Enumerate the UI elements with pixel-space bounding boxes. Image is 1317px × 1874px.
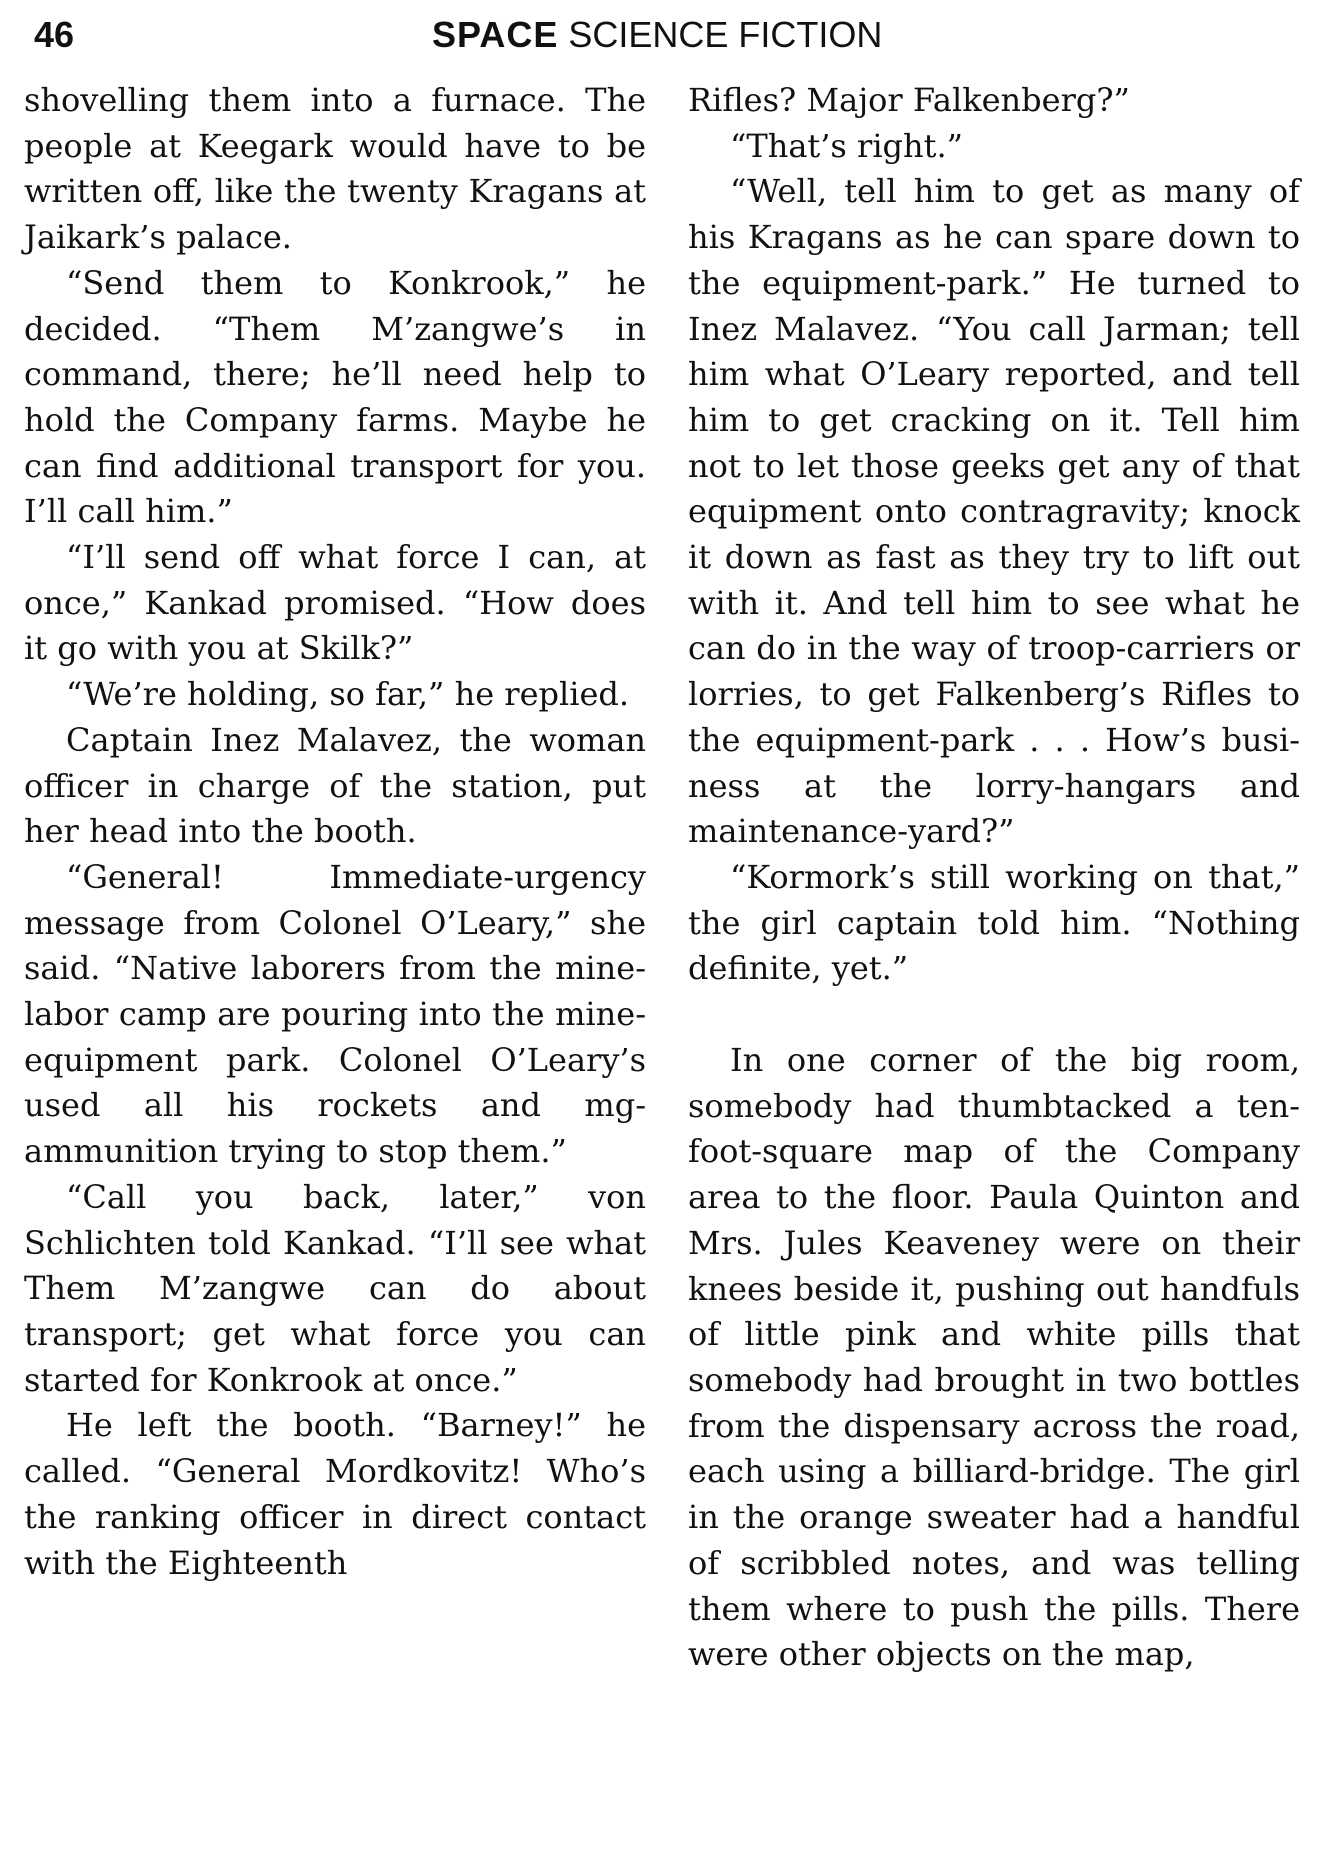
section-break [688,992,1300,1038]
running-header [0,14,1317,64]
paragraph: “Kormork’s still working on that,” the girl captain told him. “Nothing definite, yet.” [688,857,1300,988]
paragraph: “That’s right.” [730,126,964,165]
paragraph: shovelling them into a furnace. The people at Keegark would have to be written off, like the twenty Kragans at Jaikark’s palace. [24,81,646,257]
right-column [688,78,1300,1678]
paragraph: He left the booth. “Barney!” he called. “General Mordkovitz! Who’s the ranking officer in direct contact with the Eighteenth [24,1406,646,1582]
page-number: 46 [34,14,75,55]
paragraph: Rifles? Major Falkenberg?” [688,81,1130,119]
paragraph: “We’re holding, so far,” he replied. [66,675,630,714]
paragraph: “General! Immediate-urgency message from Colonel O’Leary,” she said. “Native laborers from the mine-labor camp are pouring into the mine-equipment park. Colonel O’Leary’s used all his rockets and mg-ammunition trying to stop them.” [24,857,646,1171]
left-column [24,78,646,1586]
paragraph: “Send them to Konkrook,” he decided. “Them M’zangwe’s in command, there; he’ll need help to hold the Company farms. Maybe he can find additional transport for you. I’ll call him.” [24,263,646,531]
paragraph: “I’ll send off what force I can, at once,” Kankad promised. “How does it go with you at Skilk?” [24,538,646,668]
magazine-title-rest: SCIENCE FICTION [568,14,883,55]
paragraph: Captain Inez Malavez, the woman officer in charge of the station, put her head into the booth. [24,720,646,851]
magazine-title-bold: SPACE [432,14,559,55]
paragraph: “Well, tell him to get as many of his Kragans as he can spare down to the equipment-park.” He turned to Inez Malavez. “You call Jarman; tell him what O’Leary reported, and tell him to get cracking on it. Tell him not to let those geeks get any of that equipment onto contragravity; knock it down as fast as they try to lift out with it. And tell him to see what he can do in the way of troop-carriers or lorries, to get Falkenberg’s Rifles to the equipment-park . . . How’s business at the lorry-hangars and maintenance-yard?” [688,172,1300,851]
paragraph: “Call you back, later,” von Schlichten told Kankad. “I’ll see what Them M’zangwe can do about transport; get what force you can started for Konkrook at once.” [24,1177,646,1399]
paragraph: In one corner of the big room, somebody had thumbtacked a ten-foot-square map of the Company area to the floor. Paula Quinton and Mrs. Jules Keaveney were on their knees beside it, pushing out handfuls of little pink and white pills that somebody had brought in two bottles from the dispensary across the road, each using a billiard-bridge. The girl in the orange sweater had a handful of scribbled notes, and was telling them where to push the pills. There were other objects on the map, [688,1041,1300,1674]
magazine-title [432,14,882,56]
